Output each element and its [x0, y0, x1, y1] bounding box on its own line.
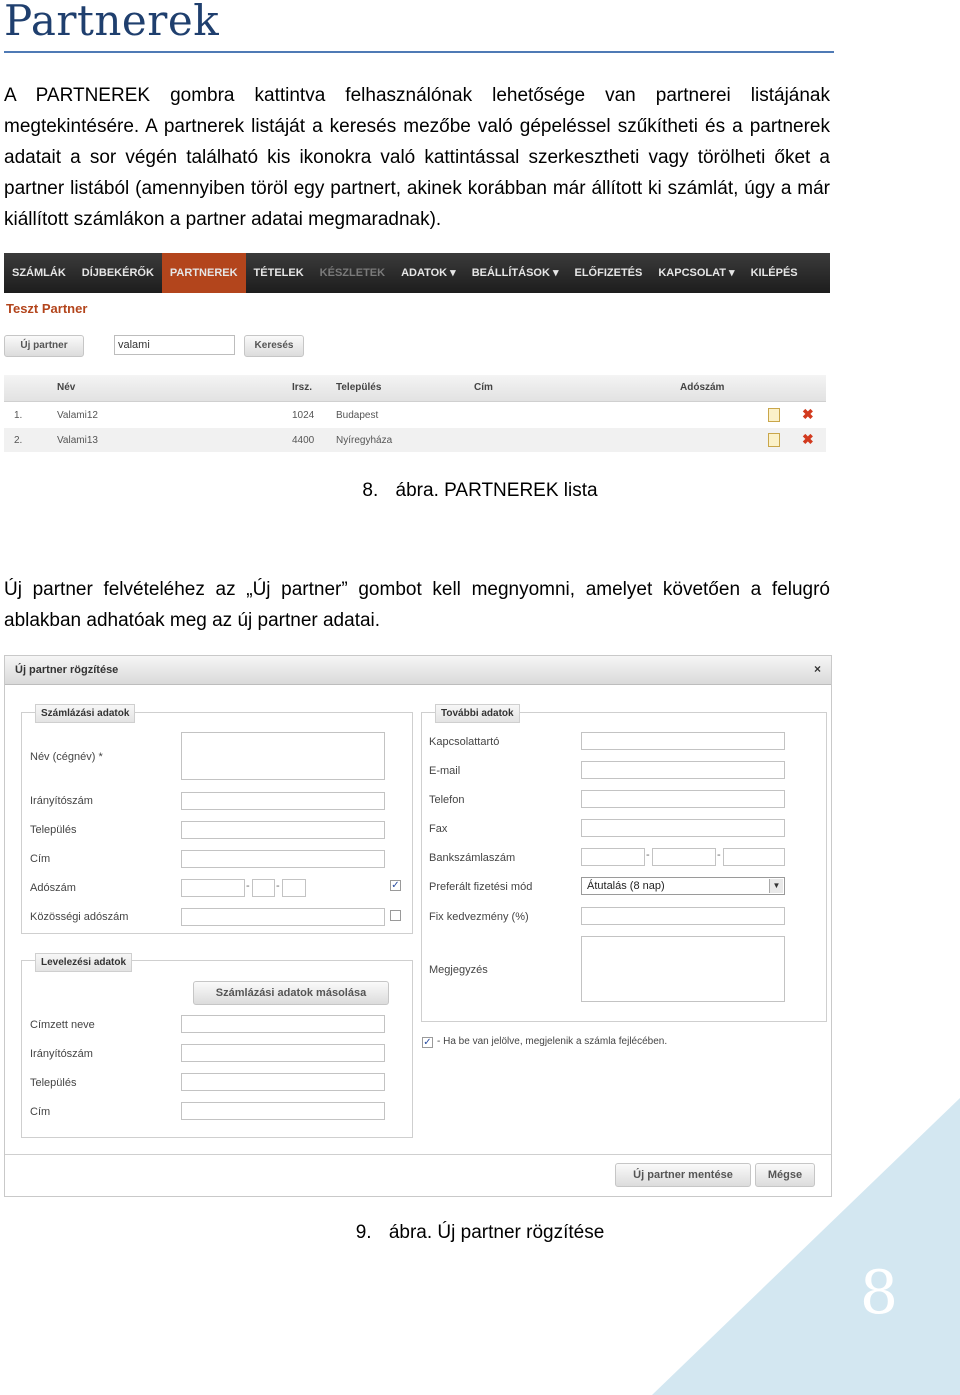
column-header-zip[interactable]: Irsz. — [292, 382, 313, 393]
recipient-field[interactable] — [181, 1015, 385, 1033]
row-zip: 1024 — [292, 410, 315, 421]
row-zip: 4400 — [292, 435, 315, 446]
note-field[interactable] — [581, 936, 785, 1002]
mail-zip-field[interactable] — [181, 1044, 385, 1062]
field-label-email: E-mail — [429, 765, 461, 777]
cancel-button[interactable]: Mégse — [755, 1163, 815, 1187]
paragraph-new-partner: Új partner felvételéhez az „Új partner” gombot kell megnyomni, amelyet követően a felugró ablakban adhatóak meg az új partner adatai. — [4, 579, 830, 631]
figure-caption-9 — [0, 1222, 960, 1244]
field-label-contact: Kapcsolattartó — [429, 736, 500, 748]
nav-item-kapcsolat[interactable]: KAPCSOLAT ▾ — [658, 267, 735, 279]
column-header-name[interactable]: Név — [57, 382, 76, 393]
bank-account-field-2[interactable] — [652, 848, 716, 866]
dash: - — [646, 849, 650, 861]
edit-icon[interactable] — [768, 408, 780, 422]
nav-item-tetelek[interactable]: TÉTELEK — [253, 267, 304, 279]
nav-item-partnerek[interactable]: PARTNEREK — [162, 253, 246, 293]
new-partner-dialog-screenshot — [4, 655, 832, 1197]
nav-item-keszletek[interactable]: KÉSZLETEK — [319, 267, 386, 279]
dash: - — [276, 880, 280, 892]
page-heading: Partnerek — [4, 0, 220, 45]
new-partner-button[interactable]: Új partner — [4, 335, 84, 357]
mail-city-field[interactable] — [181, 1073, 385, 1091]
dash: - — [717, 849, 721, 861]
field-label-discount: Fix kedvezmény (%) — [429, 911, 529, 923]
taxnumber-field-1[interactable] — [181, 879, 245, 897]
field-label-eu-taxnumber: Közösségi adószám — [30, 911, 129, 923]
table-row[interactable] — [4, 428, 826, 452]
field-label-mail-zip: Irányítószám — [30, 1048, 93, 1060]
save-partner-button[interactable]: Új partner mentése — [615, 1163, 751, 1187]
dialog-title: Új partner rögzítése — [15, 664, 119, 676]
bank-account-field-1[interactable] — [581, 848, 645, 866]
row-number: 1. — [14, 410, 23, 421]
taxnumber-checkbox[interactable]: ✓ — [391, 880, 400, 891]
billing-zip-field[interactable] — [181, 792, 385, 810]
column-header-city[interactable]: Település — [336, 382, 382, 393]
bank-account-field-3[interactable] — [723, 848, 785, 866]
heading-rule — [4, 51, 834, 53]
nav-item-dijbekerok[interactable]: DÍJBEKÉRŐK — [81, 267, 154, 279]
field-label-bank-account: Bankszámlaszám — [429, 852, 516, 864]
name-field[interactable] — [181, 732, 385, 780]
dialog-header — [5, 656, 831, 685]
mail-address-field[interactable] — [181, 1102, 385, 1120]
header-note-checkbox[interactable]: ✓ — [423, 1037, 432, 1048]
column-header-taxnumber[interactable]: Adószám — [680, 382, 725, 393]
account-name: Teszt Partner — [6, 301, 88, 316]
field-label-note: Megjegyzés — [429, 964, 488, 976]
table-header — [4, 375, 826, 402]
nav-item-szamlak[interactable]: SZÁMLÁK — [12, 267, 66, 279]
partners-list-screenshot — [4, 253, 830, 456]
chevron-down-icon[interactable]: ▼ — [769, 879, 783, 893]
field-label-address: Cím — [30, 853, 51, 865]
figure-caption-8 — [0, 480, 960, 502]
additional-legend: További adatok — [435, 704, 520, 723]
field-label-zip: Irányítószám — [30, 795, 93, 807]
row-number: 2. — [14, 435, 23, 446]
delete-icon[interactable]: ✖ — [802, 431, 814, 447]
nav-item-kilepes[interactable]: KILÉPÉS — [750, 267, 798, 279]
caption-text: ábra. Új partner rögzítése — [388, 1222, 605, 1243]
billing-address-field[interactable] — [181, 850, 385, 868]
paragraph-partners: A PARTNEREK gombra kattintva felhasználónak lehetősége van partnerei listájának megtekintésére. A partnerek listáját a keresés mezőbe való gépeléssel szűkítheti és a partnerek adatait a sor végén található kis ikonokra való kattintással szerkesztheti vagy törölheti őket a partner listából (amennyiben töröl egy partnert, akinek korábban már állított ki számlát, úgy a már kiállított számlákon a partner adatai megmaradnak). — [4, 85, 830, 230]
eu-taxnumber-checkbox[interactable] — [390, 910, 401, 921]
column-header-address[interactable]: Cím — [474, 382, 493, 393]
page-number: 8 — [859, 1258, 898, 1328]
close-icon[interactable]: × — [813, 662, 821, 676]
dash: - — [246, 880, 250, 892]
fax-field[interactable] — [581, 819, 785, 837]
field-label-mail-address: Cím — [30, 1106, 51, 1118]
discount-field[interactable] — [581, 907, 785, 925]
field-label-name: Név (cégnév) * — [30, 751, 103, 763]
taxnumber-field-3[interactable] — [282, 879, 306, 897]
nav-item-elofizetes[interactable]: ELŐFIZETÉS — [574, 267, 643, 279]
copy-billing-button[interactable]: Számlázási adatok másolása — [193, 981, 389, 1005]
field-label-mail-city: Település — [30, 1077, 77, 1089]
search-input[interactable]: valami — [114, 335, 235, 355]
mailing-legend: Levelezési adatok — [35, 953, 132, 972]
eu-taxnumber-field[interactable] — [181, 908, 385, 926]
row-city: Nyíregyháza — [336, 435, 393, 446]
row-city: Budapest — [336, 410, 379, 421]
main-nav — [4, 253, 830, 293]
field-label-city: Település — [30, 824, 77, 836]
contact-field[interactable] — [581, 732, 785, 750]
field-label-fax: Fax — [429, 823, 448, 835]
payment-method-value: Átutalás (8 nap) — [587, 880, 665, 892]
edit-icon[interactable] — [768, 433, 780, 447]
field-label-taxnumber: Adószám — [30, 882, 76, 894]
field-label-recipient: Címzett neve — [30, 1019, 95, 1031]
billing-legend: Számlázási adatok — [35, 704, 135, 723]
email-field[interactable] — [581, 761, 785, 779]
field-label-payment-method: Preferált fizetési mód — [429, 881, 533, 893]
caption-number: 9. — [355, 1222, 372, 1243]
delete-icon[interactable]: ✖ — [802, 406, 814, 422]
caption-number: 8. — [362, 480, 379, 501]
nav-item-beallitasok[interactable]: BEÁLLÍTÁSOK ▾ — [471, 267, 559, 279]
phone-field[interactable] — [581, 790, 785, 808]
row-name: Valami13 — [57, 435, 98, 446]
table-row[interactable] — [4, 403, 826, 427]
row-name: Valami12 — [57, 410, 98, 421]
taxnumber-field-2[interactable] — [252, 879, 275, 897]
dialog-footer-divider — [5, 1154, 831, 1155]
billing-city-field[interactable] — [181, 821, 385, 839]
field-label-phone: Telefon — [429, 794, 465, 806]
payment-method-select[interactable] — [581, 877, 785, 895]
caption-text: ábra. PARTNEREK lista — [395, 480, 598, 501]
header-note-label: - Ha be van jelölve, megjelenik a számla fejlécében. — [437, 1036, 668, 1047]
nav-item-adatok[interactable]: ADATOK ▾ — [401, 267, 456, 279]
search-button[interactable]: Keresés — [244, 335, 304, 357]
